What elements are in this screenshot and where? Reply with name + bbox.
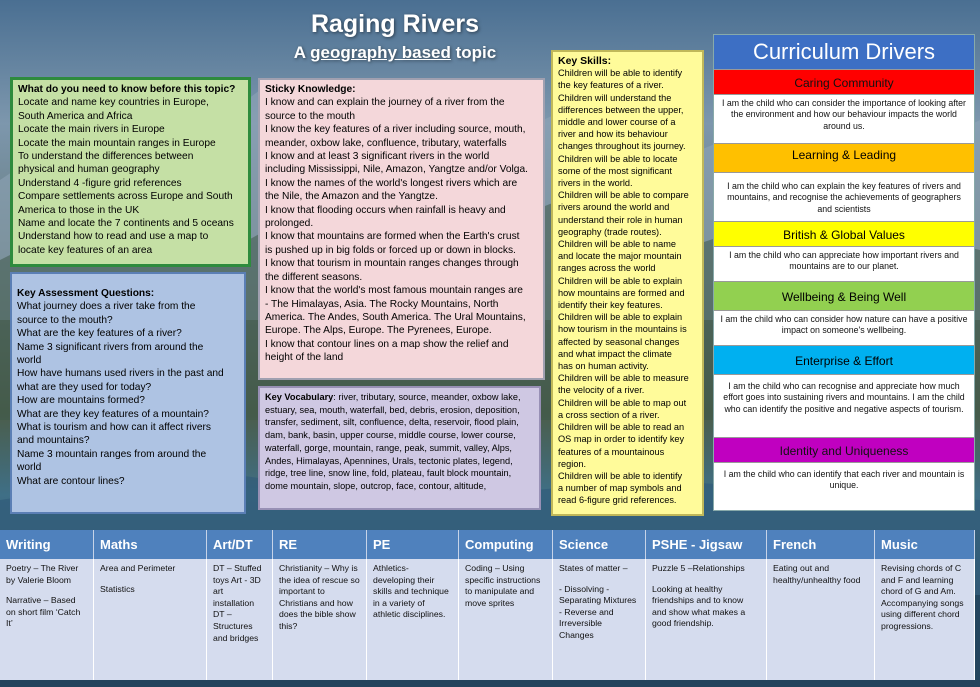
sticky-title: Sticky Knowledge: [265, 84, 356, 95]
list-item: prolonged. [265, 218, 314, 230]
list-item: Name 3 significant rivers from around the [17, 341, 204, 353]
subject-computing [459, 530, 553, 680]
list-item: middle and lower course of a [558, 117, 676, 128]
skills-list [558, 67, 697, 506]
know-before-list [18, 96, 243, 257]
list-item: is pushed up in big folds or forced up or down in blocks. [265, 244, 516, 256]
list-item: I know that tourism in mountain ranges changes through [265, 258, 519, 270]
know-before-box [10, 77, 251, 267]
subject-header: Writing [0, 530, 94, 559]
assessment-list [17, 300, 239, 488]
list-item: height of the land [265, 352, 344, 364]
driver-british-global-header: British & Global Values [714, 221, 974, 247]
list-item: some of the most significant [558, 165, 672, 176]
subject-header: PE [367, 530, 459, 559]
list-item: physical and human geography [18, 164, 160, 176]
subject-header: French [767, 530, 875, 559]
subject-content [94, 559, 207, 680]
driver-british-global-text: I am the child who can appreciate how important rivers and mountains are to our planet. [729, 250, 959, 272]
list-item: rivers around the world and [558, 202, 670, 213]
subject-content [0, 559, 94, 680]
subject-content [367, 559, 459, 680]
subject-text: Christianity – Why is the idea of rescue so important to Christians and how does the bible show this? [279, 563, 360, 631]
list-item: and mountains? [17, 435, 90, 447]
list-item: Compare settlements across Europe and South [18, 191, 233, 203]
vocabulary-box [258, 386, 541, 510]
list-item: What journey does a river take from the [17, 301, 196, 313]
list-item: - The Himalayas, Asia. The Rocky Mountains, North [265, 298, 499, 310]
list-item: and what impact the climate [558, 348, 672, 359]
subject-text: Looking at healthy friendships and to know and show what makes a good friendship. [652, 583, 746, 629]
list-item: Children will be able to explain [558, 275, 683, 286]
subject-text: Area and Perimeter [100, 563, 176, 573]
list-item: identify their key features. [558, 300, 663, 311]
list-item: world [17, 462, 42, 474]
subject-art-dt [207, 530, 273, 680]
list-item: To understand the differences between [18, 151, 194, 163]
list-item: how mountains are formed and [558, 287, 685, 298]
assessment-box [10, 272, 246, 514]
list-item: including Mississippi, Nile, Amazon, Yangtze and/or Volga. [265, 164, 528, 176]
list-item: affected by seasonal changes [558, 336, 680, 347]
list-item: a cross section of a river. [558, 409, 660, 420]
subjects-table [0, 530, 975, 680]
driver-learning-leading-header: Learning & Leading [714, 143, 974, 173]
list-item: source to the mouth? [17, 314, 113, 326]
subject-content [767, 559, 875, 680]
subject-writing [0, 530, 94, 680]
subject-text: Narrative – Based on short film ‘Catch It’ [6, 595, 81, 629]
subject-re [273, 530, 367, 680]
list-item: Children will be able to name [558, 239, 676, 250]
list-item: Name 3 mountain ranges from around the [17, 448, 207, 460]
list-item: world [17, 355, 42, 367]
list-item: a number of map symbols and [558, 483, 682, 494]
list-item: Children will be able to read an [558, 422, 685, 433]
subject-text: DT – Stuffed toys Art - 3D art installation DT – Structures and bridges [213, 563, 262, 643]
list-item: the Nile, the Amazon and the Yangtze. [265, 191, 438, 203]
subject-header: Computing [459, 530, 553, 559]
list-item: I know that contour lines on a map show the relief and [265, 338, 509, 350]
subject-science [553, 530, 646, 680]
assessment-title: Key Assessment Questions: [17, 288, 155, 299]
subject-content [207, 559, 273, 680]
driver-caring-community-text: I am the child who can consider the importance of looking after the environment and how our behaviour impacts the world around us. [721, 98, 966, 131]
subject-text: Poetry – The River by Valerie Bloom [6, 563, 79, 585]
list-item: and locate the major mountain [558, 251, 682, 262]
list-item: Children will be able to locate [558, 153, 678, 164]
list-item: features of a mountainous [558, 446, 665, 457]
list-item: I know the key features of a river including source, mouth, [265, 124, 526, 136]
list-item: Locate and name key countries in Europe, [18, 97, 209, 109]
list-item: understand their role in human [558, 214, 683, 225]
vocab-text: : river, tributary, source, meander, oxbow lake, estuary, sea, mouth, waterfall, bed, debris, erosion, deposition, transfer, sediment, silt, confluence, delta, reservoir, flood plain, dam, bank, basin, upper course, middle course, lower course, waterfall, gorge, mountain, range, peak, summit, valley, Alps, Andes, Himalayas, Apennines, Urals, tectonic plates, legend, ridge, tree line, snow line, fold, plateau, fault block mountain, dome mountain, slope, outcrop, face, contour, altitude, [265, 392, 521, 491]
header [250, 10, 540, 63]
list-item: Children will be able to identify [558, 68, 683, 79]
list-item: What are they key features of a mountain? [17, 408, 209, 420]
list-item: locate key features of an area [18, 244, 153, 256]
list-item: South America and Africa [18, 110, 133, 122]
list-item: How have humans used rivers in the past and [17, 368, 224, 380]
driver-learning-leading-text: I am the child who can explain the key features of rivers and mountains, and recognise the achievements of geographers and scientists [727, 181, 961, 214]
list-item: Europe. The Alps, Europe. The Pyrenees, Europe. [265, 325, 492, 337]
list-item: meander, oxbow lake, confluence, tributary, waterfalls [265, 137, 507, 149]
list-item: Locate the main rivers in Europe [18, 124, 165, 136]
subject-header: RE [273, 530, 367, 559]
driver-identity-header: Identity and Uniqueness [714, 437, 974, 463]
list-item: I know that the world's most famous mountain ranges are [265, 285, 523, 297]
driver-identity-text: I am the child who can identify that each river and mountain is unique. [723, 469, 965, 491]
list-item: Children will be able to identify [558, 470, 683, 481]
know-before-title: What do you need to know before this topic? [18, 84, 236, 95]
vocab-title: Key Vocabulary [265, 392, 334, 402]
list-item: region. [558, 458, 587, 469]
list-item: differences between the upper, [558, 104, 684, 115]
page-subtitle: A geography based topic [293, 43, 497, 62]
subject-content [459, 559, 553, 680]
subject-content [646, 559, 767, 680]
subject-text: Puzzle 5 –Relationships [652, 563, 745, 573]
subject-content [875, 559, 975, 680]
driver-enterprise-header: Enterprise & Effort [714, 345, 974, 375]
subject-text: Coding – Using specific instructions to manipulate and move sprites [465, 563, 541, 608]
sticky-knowledge-box [258, 78, 545, 380]
list-item: Children will be able to map out [558, 397, 687, 408]
list-item: Locate the main mountain ranges in Europe [18, 137, 216, 149]
subtitle-link[interactable]: geography based [310, 43, 451, 62]
subject-content [273, 559, 367, 680]
list-item: How are mountains formed? [17, 395, 145, 407]
driver-enterprise-text: I am the child who can recognise and appreciate how much effort goes into sustaining rivers and mountains. I am the child who can identify the positive and negative aspects of tourism. [723, 381, 965, 414]
subject-text: Athletics- developing their skills and technique in a variety of athletic disciplines. [373, 563, 449, 620]
list-item: river and how its behaviour [558, 129, 668, 140]
list-item: has on human activity. [558, 361, 649, 372]
list-item: the velocity of a river. [558, 385, 645, 396]
list-item: I know the names of the world's longest rivers which are [265, 177, 518, 189]
list-item: geography (trade routes). [558, 226, 662, 237]
list-item: how tourism in the mountains is [558, 324, 687, 335]
list-item: rivers in the world. [558, 178, 633, 189]
subject-text: Eating out and healthy/unhealthy food [773, 563, 861, 585]
subject-text: Statistics [100, 583, 135, 594]
curriculum-drivers-panel [713, 34, 975, 511]
list-item: What are contour lines? [17, 475, 125, 487]
subject-text: Revising chords of C and F and learning chord of G and Am. Accompanying songs using different chord progressions. [881, 563, 964, 631]
subject-pe [367, 530, 459, 680]
list-item: Children will understand the [558, 92, 672, 103]
list-item: I know and at least 3 significant rivers in the world [265, 151, 490, 163]
sticky-list [265, 96, 538, 364]
subject-text: - Dissolving - Separating Mixtures - Reverse and Irreversible Changes [559, 583, 637, 640]
list-item: the key features of a river. [558, 80, 664, 91]
subject-header: Science [553, 530, 646, 559]
curriculum-title: Curriculum Drivers [714, 35, 974, 69]
subject-maths [94, 530, 207, 680]
driver-wellbeing-text: I am the child who can consider how nature can have a positive impact on someone's wellbeing. [720, 314, 968, 336]
list-item: source to the mouth [265, 110, 356, 122]
list-item: America to those in the UK [18, 204, 140, 216]
subject-text: States of matter – [559, 563, 628, 573]
subject-music [875, 530, 975, 680]
list-item: changes throughout its journey. [558, 141, 686, 152]
list-item: ranges across the world [558, 263, 656, 274]
list-item: What is tourism and how can it affect rivers [17, 422, 212, 434]
key-skills-box [551, 50, 704, 516]
subject-header: Music [875, 530, 975, 559]
driver-wellbeing-header: Wellbeing & Being Well [714, 281, 974, 311]
list-item: I know that mountains are formed when the Earth's crust [265, 231, 520, 243]
driver-caring-community-header: Caring Community [714, 69, 974, 95]
list-item: read 6-figure grid references. [558, 495, 677, 506]
list-item: the different seasons. [265, 271, 363, 283]
list-item: What are the key features of a river? [17, 328, 182, 340]
subject-french [767, 530, 875, 680]
list-item: I know and can explain the journey of a river from the [265, 97, 505, 109]
skills-title: Key Skills: [558, 55, 612, 67]
list-item: Understand 4 -figure grid references [18, 177, 182, 189]
list-item: Children will be able to explain [558, 312, 683, 323]
subject-header: Maths [94, 530, 207, 559]
page-title: Raging Rivers [310, 10, 480, 38]
subject-header: PSHE - Jigsaw [646, 530, 767, 559]
list-item: Name and locate the 7 continents and 5 oceans [18, 218, 234, 230]
list-item: Understand how to read and use a map to [18, 231, 209, 243]
list-item: OS map in order to identify key [558, 434, 685, 445]
subject-header: Art/DT [207, 530, 273, 559]
list-item: America. The Andes, South America. The Ural Mountains, [265, 311, 526, 323]
list-item: Children will be able to compare [558, 190, 689, 201]
list-item: Children will be able to measure [558, 373, 689, 384]
subject-pshe [646, 530, 767, 680]
subject-content [553, 559, 646, 680]
list-item: what are they used for today? [17, 381, 152, 393]
list-item: I know that flooding occurs when rainfall is heavy and [265, 204, 506, 216]
